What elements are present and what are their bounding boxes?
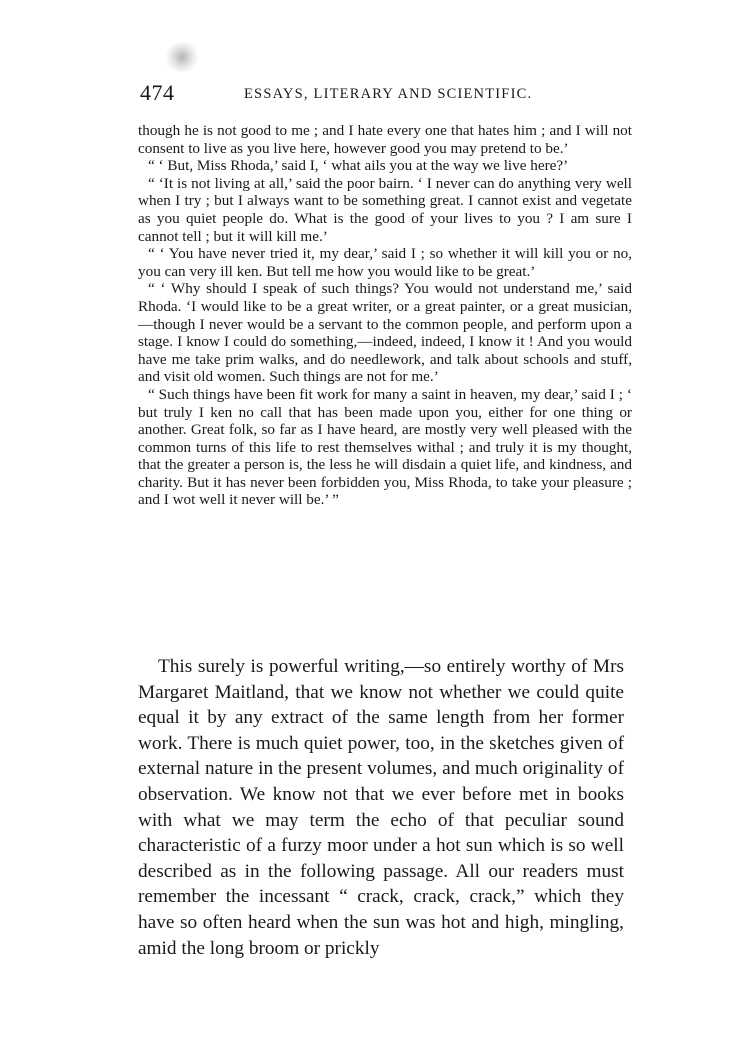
quote-paragraph: “ ‘ You have never tried it, my dear,’ said I ; so whether it will kill you or no, you can very ill ken. But tell me how you would like to be great.’: [138, 245, 632, 280]
quote-paragraph: “ ‘ But, Miss Rhoda,’ said I, ‘ what ails you at the way we live here?’: [148, 157, 569, 175]
page-header: [140, 80, 630, 110]
running-head: ESSAYS, LITERARY AND SCIENTIFIC.: [244, 86, 533, 102]
quote-paragraph: “ Such things have been fit work for many a saint in heaven, my dear,’ said I ; ‘ but truly I ken no call that has been made upon you, either for one thing or another. Great folk, so far as I have heard, are mostly very well pleased with the common turns of this life to rest themselves withal ; and truly it is my thought, that the greater a person is, the less he will disdain a quiet life, and kindness, and charity. But it has never been forbidden you, Miss Rhoda, to take your pleasure ; and I wot well it never will be.’ ”: [138, 385, 632, 509]
quote-paragraph: “ ‘It is not living at all,’ said the poor bairn. ‘ I never can do anything very well when I try ; but I always want to be something great. I cannot exist and vegetate as you quiet people do. What is the good of your lives to you ? I am sure I cannot tell ; but it will kill me.’: [138, 174, 632, 245]
quote-paragraph: though he is not good to me ; and I hate every one that hates him ; and I will not consent to live as you live here, however good you may pretend to be.’: [138, 122, 632, 157]
body-text: [138, 654, 624, 961]
ink-smudge: [165, 42, 199, 72]
quoted-passage: [138, 122, 632, 509]
body-paragraph: This surely is powerful writing,—so entirely worthy of Mrs Margaret Maitland, that we know not whether we could quite equal it by any extract of the same length from her former work. There is much quiet power, too, in the sketches given of external nature in the present volumes, and much originality of observation. We know not that we ever before met in books with what we may term the echo of that peculiar sound characteristic of a furzy moor under a hot sun which is so well described as in the following passage. All our readers must remember the incessant “ crack, crack, crack,” which they have so often heard when the sun was hot and high, mingling, amid the long broom or prickly: [138, 656, 624, 959]
quote-paragraph: “ ‘ Why should I speak of such things? You would not understand me,’ said Rhoda. ‘I would like to be a great writer, or a great painter, or a great musician,—though I never would be a servant to the common people, and perform upon a stage. I know I could do something,—indeed, indeed, I know it ! And you would have me take prim walks, and do needlework, and talk about schools and stuff, and visit old women. Such things are not for me.’: [138, 280, 632, 386]
page-number: 474: [140, 80, 175, 105]
